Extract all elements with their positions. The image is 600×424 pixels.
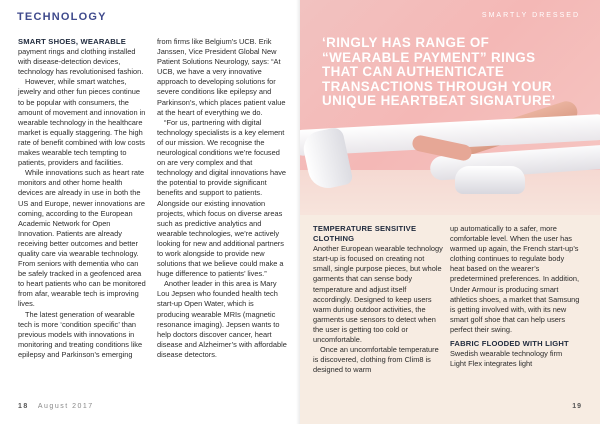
paragraph: Another leader in this area is Mary Lou Jepsen who founded health tech start-up Open Water, which is producing wearable MRIs (magnetic resonance imaging). Jepsen wants to help doctors discover cancer, heart disease and Alzheimer’s with affordable disease detectors. [157,279,287,359]
section-label: TECHNOLOGY [17,11,107,23]
paragraph: While innovations such as heart rate monitors and other home health devices are already in use in both the US and Europe, newer innovations are coming, according to the European Academic Network for Open Innovation. Patients are already receiving better outcomes and better quality care via wearable technology. From seniors with dementia who can be safely tracked in a geofenced area to heart patients who can be monitored from afar, wearable tech is improving lives. [18,168,146,309]
article-heading: SMART SHOES, WEARABLE [18,37,126,46]
right-column-1 [313,224,443,375]
section-heading-fabric: FABRIC FLOODED WITH LIGHT [450,339,569,349]
paragraph: “For us, partnering with digital technology specialists is a key element of our mission. We recognise the neurological conditions we’re focused on are very complex and that technology and digital innovations have the potential to provide significant benefits and support to patients. Alongside our existing innovation projects, which focus on diverse areas such as predictive analytics and wearable technologies, we’re actively looking for new and additional partners to work alongside to provide new solutions that we believe could make a huge difference to patients’ lives.” [157,117,287,279]
right-page-number: 19 [572,403,582,410]
paragraph: up automatically to a safer, more comfortable level. When the user has warmed up again, the French start-up’s clothing continues to regulate body heat based on the wearer’s predetermined preferences. In addition, Under Armour is producing smart athletics shoes, a market that Samsung is getting involved with, with its new smart golf shoe that can help users perfect their swing. [450,224,580,334]
section-heading-temperature: TEMPERATURE SENSITIVE CLOTHING [313,224,417,244]
left-folio [18,403,94,410]
brand-mark: SMARTLY DRESSED [481,12,580,19]
right-column-2 [450,224,580,369]
issue-date: August 2017 [37,403,94,410]
left-column-2 [157,37,287,360]
left-column-1 [18,37,148,360]
right-page [300,0,600,424]
paragraph: The latest generation of wearable tech is more ‘condition specific’ than previous models with innovations in monitoring and treating conditions like epilepsy and Parkinson’s emerging [18,309,143,359]
paragraph: from firms like Belgium’s UCB. Erik Janssen, Vice President Global New Patient Solutions Neurology, says: “At UCB, we have a very innovative approach to developing solutions for severe conditions like epilepsy and Parkinson’s, which places patient value at the heart of everything we do. [157,37,286,117]
paragraph: However, while smart watches, jewelry and other fun pieces continue to be popular with consumers, the amount of movement and innovation in wearable technology in the healthcare market is equally staggering. The high rate of benefit combined with low costs makes wearable tech tempting to patients, providers and facilities. [18,77,146,168]
photo-sneaker-back [455,166,525,194]
left-page-number: 18 [18,403,29,410]
paragraph: Once an uncomfortable temperature is discovered, clothing from Clim8 is designed to warm [313,345,439,375]
paragraph: payment rings and clothing installed with disease-detection devices, technology has revolutionised fashion. [18,47,144,77]
paragraph: Swedish wearable technology firm Light Flex integrates light [450,349,563,369]
paragraph: Another European wearable technology start-up is focused on creating not small, single purpose pieces, but whole garments that can sense body temperature and adjust itself accordingly. Designed to keep users warm during outdoor activities, the garments use sensors to detect when the user is getting too cold or uncomfortable. [313,244,443,345]
pull-quote: ‘RINGLY HAS RANGE OF “WEARABLE PAYMENT” RINGS THAT CAN AUTHENTICATE TRANSACTIONS THROUGH YOUR UNIQUE HEARTBEAT SIGNATURE’ [322,35,556,109]
